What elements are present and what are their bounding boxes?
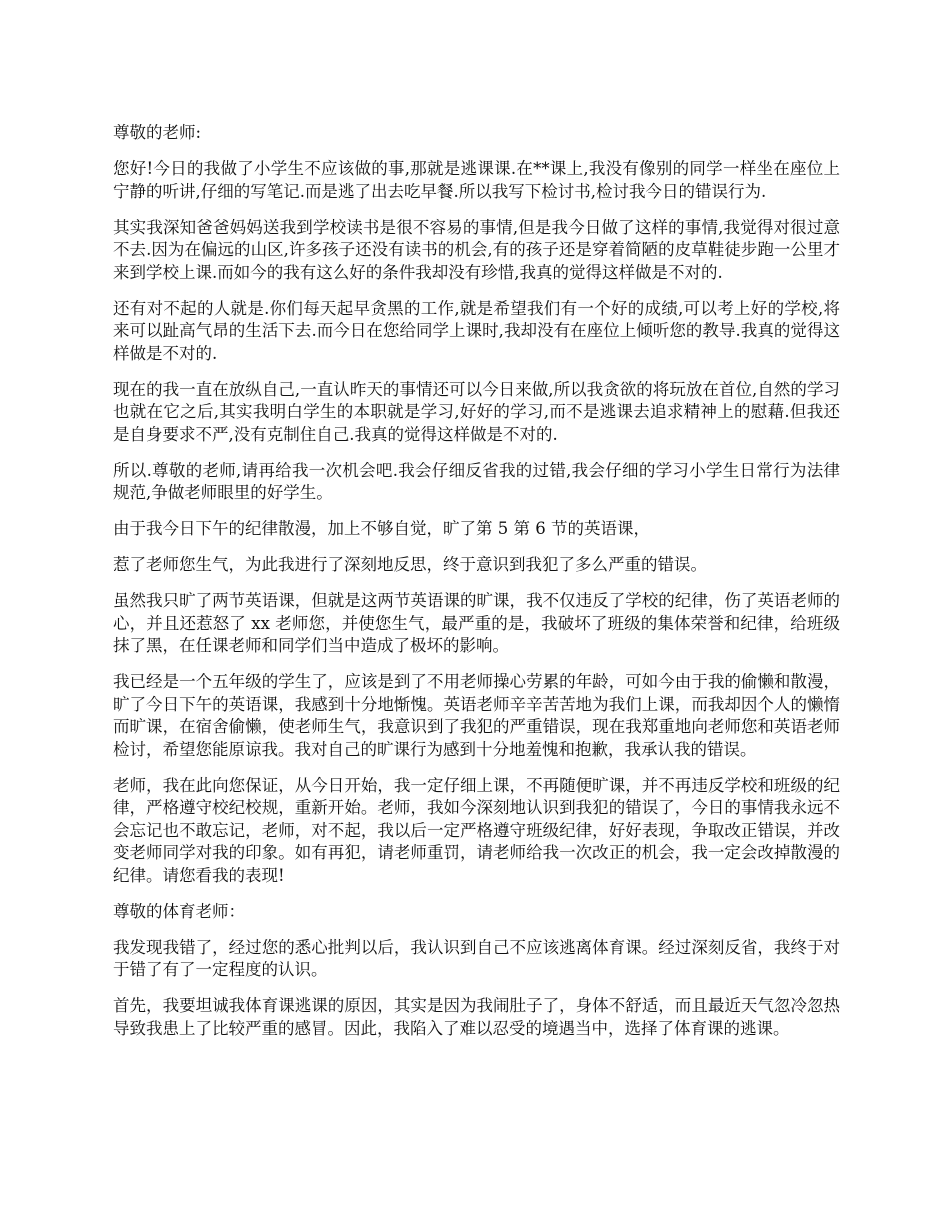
salutation-pe-teacher: 尊敬的体育老师： (113, 901, 245, 921)
paragraph-shame: 我已经是一个五年级的学生了，应该是到了不用老师操心劳累的年龄，可如今由于我的偷懒和散漫，旷了今日下午的英语课，我感到十分地惭愧。英语老师辛辛苦苦地为我们上课，而我却因个人的懒惰而旷课，在宿舍偷懒，使老师生气，我意识到了我犯的严重错误，现在我郑重地向老师您和英语老师检讨，希望您能原谅我。我对自己的旷课行为感到十分地羞愧和抱歉，我承认我的错误。 (113, 672, 840, 759)
paragraph-realization: 惹了老师您生气，为此我进行了深刻地反思，终于意识到我犯了多么严重的错误。 (113, 555, 707, 574)
salutation-teacher: 尊敬的老师: (113, 123, 202, 142)
paragraph-consequences: 虽然我只旷了两节英语课，但就是这两节英语课的旷课，我不仅违反了学校的纪律，伤了英语老师的心，并且还惹怒了 xx 老师您，并使您生气，最严重的是，我破坏了班级的集体荣誉和纪律，给班级抹了黑，在任课老师和同学们当中造成了极坏的影响。 (113, 591, 840, 655)
paragraph-request-chance: 所以.尊敬的老师,请再给我一次机会吧.我会仔细反省我的过错,我会仔细的学习小学生日常行为法律规范,争做老师眼里的好学生。 (113, 460, 840, 502)
paragraph-absence: 由于我今日下午的纪律散漫，加上不够自觉，旷了第 5 第 6 节的英语课， (113, 519, 650, 538)
paragraph-apology-teacher: 还有对不起的人就是.你们每天起早贪黑的工作,就是希望我们有一个好的成绩,可以考上好的学校,将来可以趾高气昂的生活下去.而今日在您给同学上课时,我却没有在座位上倾听您的教导.我真的觉得这样做是不对的. (113, 298, 840, 363)
paragraph-pe-reason: 首先，我要坦诚我体育课逃课的原因，其实是因为我闹肚子了，身体不舒适，而且最近天气忽冷忽热导致我患上了比较严重的感冒。因此，我陷入了难以忍受的境遇当中，选择了体育课的逃课。 (113, 996, 840, 1038)
paragraph-pe-admission: 我发现我错了，经过您的悉心批判以后，我认识到自己不应该逃离体育课。经过深刻反省，我终于对于错了有了一定程度的认识。 (113, 937, 840, 979)
paragraph-promise: 老师，我在此向您保证，从今日开始，我一定仔细上课，不再随便旷课，并不再违反学校和班级的纪律，严格遵守校纪校规，重新开始。老师，我如今深刻地认识到我犯的错误了，今日的事情我永远不会忘记也不敢忘记，老师，对不起，我以后一定严格遵守班级纪律，好好表现，争取改正错误，并改变老师同学对我的印象。如有再犯，请老师重罚，请老师给我一次改正的机会，我一定会改掉散漫的纪律。请您看我的表现! (113, 775, 840, 885)
paragraph-self-reflection: 现在的我一直在放纵自己,一直认昨天的事情还可以今日来做,所以我贪欲的将玩放在首位,自然的学习也就在它之后,其实我明白学生的本职就是学习,好好的学习,而不是逃课去追求精神上的慰藉.但我还是自身要求不严,没有克制住自己.我真的觉得这样做是不对的. (113, 379, 840, 444)
paragraph-greeting: 您好!今日的我做了小学生不应该做的事,那就是逃课课.在**课上,我没有像别的同学一样坐在座位上宁静的听讲,仔细的写笔记.而是逃了出去吃早餐.所以我写下检讨书,检讨我今日的错误行为. (113, 159, 840, 201)
paragraph-parents: 其实我深知爸爸妈妈送我到学校读书是很不容易的事情,但是我今日做了这样的事情,我觉得对很过意不去.因为在偏远的山区,许多孩子还没有读书的机会,有的孩子还是穿着简陋的皮草鞋徒步跑一公里才来到学校上课.而如今的我有这么好的条件我却没有珍惜,我真的觉得这样做是不对的. (113, 217, 840, 282)
